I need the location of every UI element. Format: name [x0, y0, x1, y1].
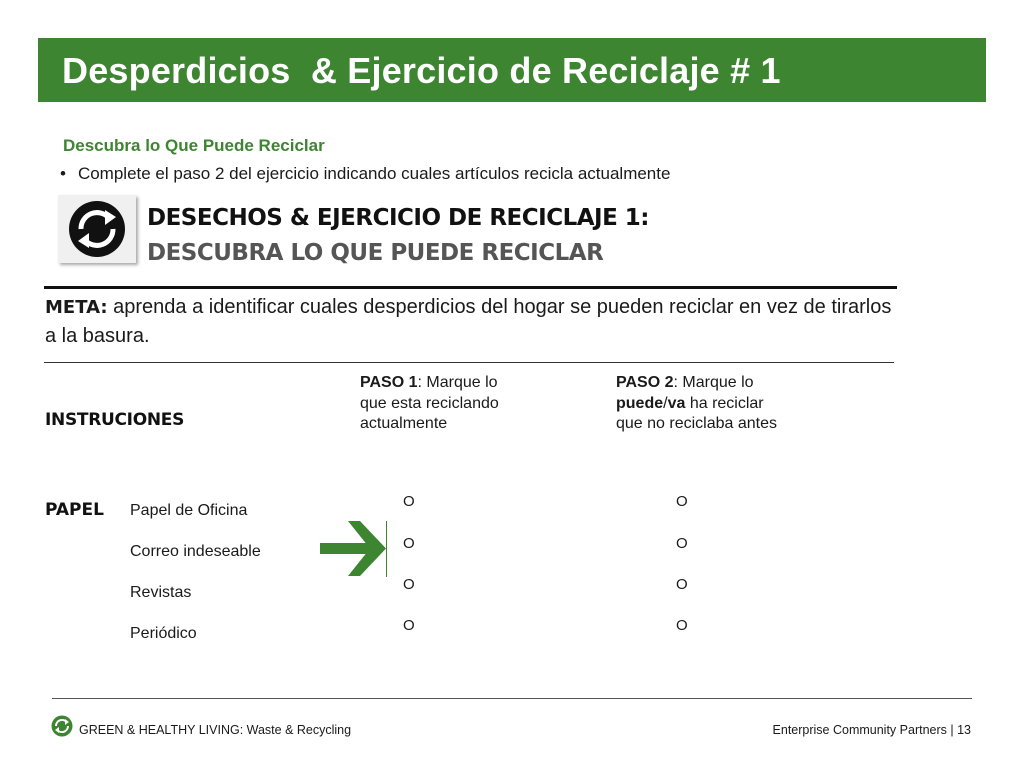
step-2-checkbox[interactable]: O [676, 576, 688, 593]
step-2-checkbox[interactable]: O [676, 493, 688, 510]
category-label: PAPEL [45, 500, 104, 520]
instructions-label: INSTRUCIONES [45, 410, 185, 430]
goal-description: aprenda a identificar cuales desperdicios del hogar se pueden reciclar en vez de tirarlos a la basura. [45, 296, 892, 347]
list-item: Correo indeseable [130, 543, 261, 560]
step-2-line-3: que no reciclaba antes [616, 415, 777, 432]
list-item: Papel de Oficina [130, 502, 248, 519]
title-bar [38, 38, 986, 102]
recycle-icon [51, 715, 73, 737]
divider-thick [44, 286, 897, 289]
step-2-label: PASO 2 [616, 374, 674, 391]
footer-page-info: Enterprise Community Partners | 13 [772, 723, 971, 737]
step-2-checkbox[interactable]: O [676, 617, 688, 634]
worksheet-heading-1: DESECHOS & EJERCICIO DE RECICLAJE 1: [147, 205, 650, 231]
step-1-line-3: actualmente [360, 415, 448, 432]
step-2-line-2: ha reciclar [685, 394, 764, 412]
step-1-line-2: que esta reciclando [360, 394, 499, 412]
step-1-checkbox[interactable]: O [403, 493, 415, 510]
arrow-right-icon [318, 519, 388, 579]
step-2-line-1: : Marque lo [673, 374, 754, 391]
bullet-text: Complete el paso 2 del ejercicio indicando cuales artículos recicla actualmente [77, 164, 671, 183]
recycle-icon [67, 199, 127, 259]
step-1-line-1: : Marque lo [417, 374, 498, 391]
intro-subtitle: Descubra lo Que Puede Reciclar [63, 136, 325, 155]
divider-thin [44, 362, 894, 363]
footer-left-text: GREEN & HEALTHY LIVING: Waste & Recycling [79, 723, 352, 737]
worksheet-heading-2: DESCUBRA LO QUE PUEDE RECICLAR [147, 240, 604, 266]
footer-divider [52, 698, 972, 699]
recycle-logo [58, 195, 136, 263]
goal-label: META: [45, 297, 108, 318]
arrow-divider [386, 521, 387, 577]
step-2-puede: puede [616, 394, 664, 412]
bullet-mark: • [60, 164, 66, 183]
list-item: Periódico [130, 625, 197, 642]
goal-text [45, 293, 905, 350]
step-2 [616, 373, 836, 435]
list-item: Revistas [130, 584, 192, 601]
step-1-checkbox[interactable]: O [403, 617, 415, 634]
step-1-checkbox[interactable]: O [403, 576, 415, 593]
step-1 [360, 373, 580, 435]
slide-title: Desperdicios & Ejercicio de Reciclaje # 1 [62, 50, 781, 91]
step-1-checkbox[interactable]: O [403, 535, 415, 552]
step-2-slash: / [663, 394, 668, 412]
intro-bullet [60, 164, 670, 184]
step-2-checkbox[interactable]: O [676, 535, 688, 552]
step-1-label: PASO 1 [360, 374, 418, 391]
step-2-va: va [667, 394, 686, 412]
